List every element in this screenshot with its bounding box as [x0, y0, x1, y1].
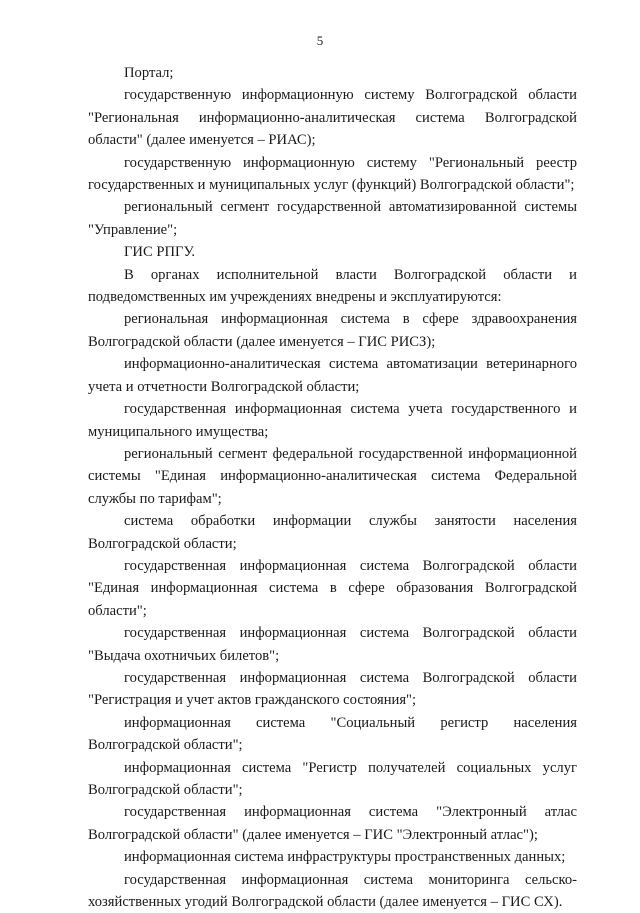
paragraph: Портал;: [124, 65, 174, 81]
paragraph: региональный сегмент государственной автоматизированной системы "Управление";: [88, 199, 577, 238]
paragraph: система обработки информации службы занятости населения Волгоградской области;: [88, 513, 577, 552]
paragraph: государственная информационная система мониторинга сельско-хозяйственных угодий Волгоградской области (далее именуется – ГИС СХ).: [88, 871, 577, 911]
paragraph: государственная информационная система "Электронный атлас Волгоградской области" (далее именуется – ГИС "Электронный атлас");: [88, 804, 577, 843]
paragraph: государственная информационная система Волгоградской области "Регистрация и учет актов гражданского состояния";: [88, 669, 577, 709]
paragraph: государственную информационную систему "Региональный реестр государственных и муниципальных услуг (функций) Волгоградской области";: [88, 154, 577, 194]
paragraph: информационная система инфраструктуры пространственных данных;: [124, 849, 566, 866]
paragraph: информационная система "Социальный регистр населения Волгоградской области";: [88, 714, 577, 754]
paragraph: государственную информационную систему Волгоградской области "Региональная информационно-аналитическая система Волгоградской области" (далее именуется – РИАС);: [88, 87, 577, 149]
document-body: [88, 62, 577, 913]
paragraph: информационная система "Регистр получателей социальных услуг Волгоградской области";: [88, 759, 577, 798]
paragraph: государственная информационная система Волгоградской области "Единая информационная система в сфере образования Волгоградской области";: [88, 557, 577, 619]
paragraph: В органах исполнительной власти Волгоградской области и подведомственных им учреждениях внедрены и эксплуатируются:: [88, 266, 577, 306]
paragraph: информационно-аналитическая система автоматизации ветеринарного учета и отчетности Волгоградской области;: [88, 356, 577, 395]
paragraph: государственная информационная система учета государственного и муниципального имущества;: [88, 401, 577, 440]
paragraph: региональный сегмент федеральной государственной информационной системы "Единая информационно-аналитическая система Федеральной службы по тарифам";: [88, 445, 577, 507]
paragraph: региональная информационная система в сфере здравоохранения Волгоградской области (далее именуется – ГИС РИСЗ);: [88, 311, 577, 350]
paragraph: ГИС РПГУ.: [124, 244, 196, 261]
paragraph: государственная информационная система Волгоградской области "Выдача охотничьих билетов";: [88, 625, 577, 664]
page-number: 5: [316, 33, 324, 48]
